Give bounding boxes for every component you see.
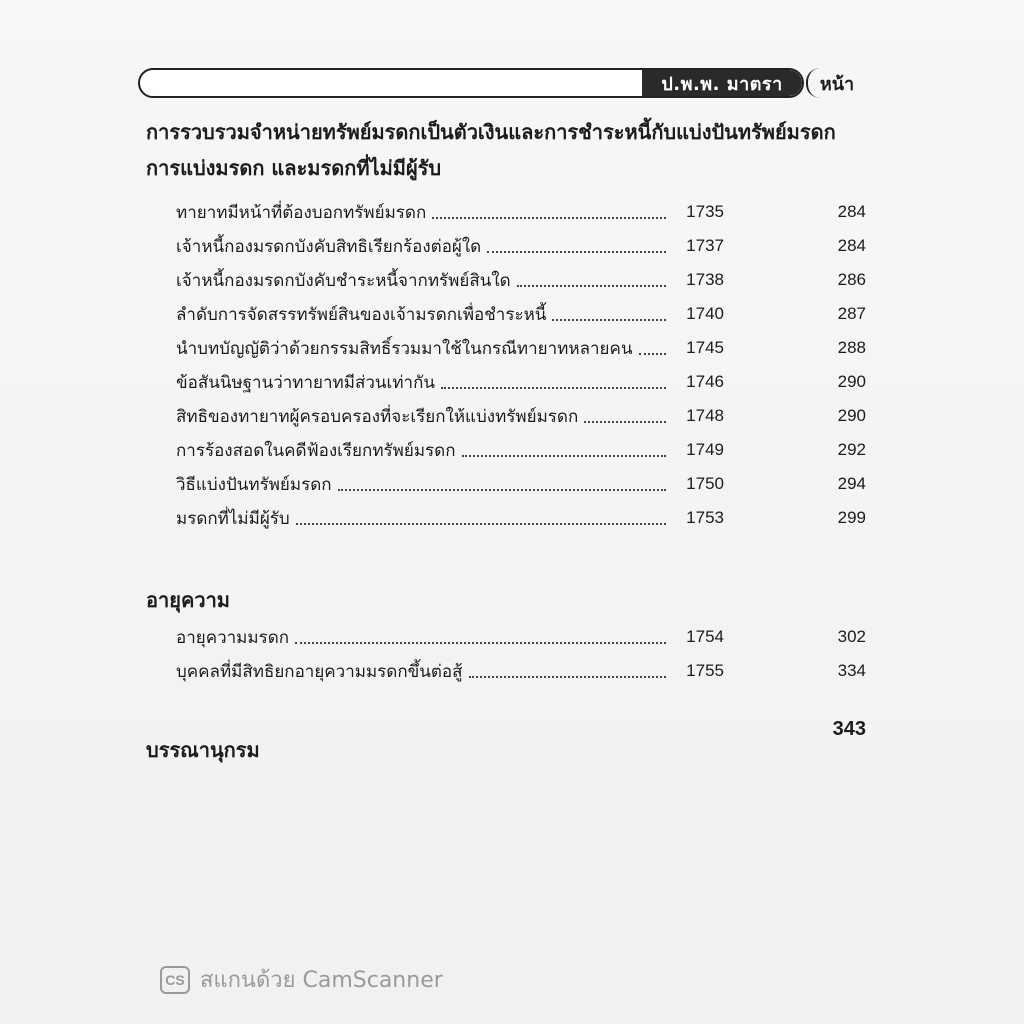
toc-page-number: 286 bbox=[837, 270, 866, 289]
toc-entry-title: มรดกที่ไม่มีผู้รับ bbox=[176, 508, 290, 529]
toc-entry-title: วิธีแบ่งปันทรัพย์มรดก bbox=[176, 474, 332, 495]
toc-page-number: 302 bbox=[837, 627, 866, 646]
toc-row[interactable] bbox=[176, 433, 866, 467]
toc-entry-title: นำบทบัญญัติว่าด้วยกรรมสิทธิ์รวมมาใช้ในกรณีทายาทหลายคน bbox=[176, 338, 633, 359]
toc-entry-title: การร้องสอดในคดีฟ้องเรียกทรัพย์มรดก bbox=[176, 440, 456, 461]
section-heading-limitation: อายุความ bbox=[146, 588, 230, 612]
toc-dot-leader bbox=[517, 285, 666, 287]
toc-section-number: 1738 bbox=[686, 270, 724, 289]
header-bar bbox=[138, 68, 804, 98]
toc-row[interactable] bbox=[176, 195, 866, 229]
toc-page-number: 288 bbox=[837, 338, 866, 357]
toc-dot-leader bbox=[296, 523, 666, 525]
toc-dot-leader bbox=[487, 251, 666, 253]
toc-entry-title: สิทธิของทายาทผู้ครอบครองที่จะเรียกให้แบ่งทรัพย์มรดก bbox=[176, 406, 579, 427]
toc-list-inheritance bbox=[176, 195, 866, 535]
toc-row[interactable] bbox=[176, 399, 866, 433]
toc-row[interactable] bbox=[176, 263, 866, 297]
toc-page-number: 334 bbox=[837, 661, 866, 680]
toc-section-number: 1735 bbox=[686, 202, 724, 221]
toc-row[interactable] bbox=[176, 467, 866, 501]
toc-list-limitation bbox=[176, 620, 866, 688]
toc-page-number: 290 bbox=[837, 406, 866, 425]
toc-dot-leader bbox=[469, 676, 666, 678]
toc-row[interactable] bbox=[176, 331, 866, 365]
toc-entry-title: อายุความมรดก bbox=[176, 627, 290, 648]
toc-page-number: 287 bbox=[837, 304, 866, 323]
toc-row[interactable] bbox=[176, 654, 866, 688]
toc-dot-leader bbox=[441, 387, 666, 389]
toc-page-number: 290 bbox=[837, 372, 866, 391]
section-subheading-inheritance: การแบ่งมรดก และมรดกที่ไม่มีผู้รับ bbox=[146, 156, 442, 180]
toc-row[interactable] bbox=[176, 620, 866, 654]
header-page-label: หน้า bbox=[806, 68, 868, 98]
toc-section-number: 1746 bbox=[686, 372, 724, 391]
toc-entry-title: ข้อสันนิษฐานว่าทายาทมีส่วนเท่ากัน bbox=[176, 372, 435, 393]
toc-section-number: 1754 bbox=[686, 627, 724, 646]
toc-page-number: 299 bbox=[837, 508, 866, 527]
toc-row[interactable] bbox=[176, 297, 866, 331]
header-tab-label: ป.พ.พ. มาตรา bbox=[642, 70, 802, 96]
camscanner-watermark bbox=[160, 962, 443, 997]
watermark-text: สแกนด้วย CamScanner bbox=[200, 968, 443, 993]
toc-dot-leader bbox=[552, 319, 666, 321]
toc-entry-title: เจ้าหนี้กองมรดกบังคับสิทธิเรียกร้องต่อผู้ใด bbox=[176, 236, 482, 257]
toc-section-number: 1745 bbox=[686, 338, 724, 357]
toc-page-number: 284 bbox=[837, 236, 866, 255]
toc-entry-title: ลำดับการจัดสรรทรัพย์สินของเจ้ามรดกเพื่อชำระหนี้ bbox=[176, 304, 547, 325]
toc-dot-leader bbox=[432, 217, 666, 219]
toc-dot-leader bbox=[462, 455, 667, 457]
toc-section-number: 1740 bbox=[686, 304, 724, 323]
toc-section-number: 1749 bbox=[686, 440, 724, 459]
toc-dot-leader bbox=[338, 489, 666, 491]
toc-section-number: 1753 bbox=[686, 508, 724, 527]
camscanner-logo-icon: CS bbox=[160, 966, 190, 994]
toc-dot-leader bbox=[584, 421, 666, 423]
toc-page-number: 292 bbox=[837, 440, 866, 459]
toc-row[interactable] bbox=[176, 229, 866, 263]
toc-section-number: 1737 bbox=[686, 236, 724, 255]
section-heading-inheritance: การรวบรวมจำหน่ายทรัพย์มรดกเป็นตัวเงินและการชำระหนี้กับแบ่งปันทรัพย์มรดก bbox=[146, 120, 836, 144]
toc-dot-leader bbox=[295, 642, 666, 644]
toc-page-number: 294 bbox=[837, 474, 866, 493]
toc-section-number: 1748 bbox=[686, 406, 724, 425]
toc-page-number: 284 bbox=[837, 202, 866, 221]
toc-row[interactable] bbox=[176, 501, 866, 535]
toc-row[interactable] bbox=[176, 365, 866, 399]
toc-dot-leader bbox=[639, 353, 666, 355]
toc-entry-title: ทายาทมีหน้าที่ต้องบอกทรัพย์มรดก bbox=[176, 202, 427, 223]
toc-entry-title: เจ้าหนี้กองมรดกบังคับชำระหนี้จากทรัพย์สินใด bbox=[176, 270, 511, 291]
toc-entry-title: บุคคลที่มีสิทธิยกอายุความมรดกขึ้นต่อสู้ bbox=[176, 661, 463, 682]
toc-section-number: 1750 bbox=[686, 474, 724, 493]
toc-section-number: 1755 bbox=[686, 661, 724, 680]
bibliography-heading[interactable]: บรรณานุกรม bbox=[146, 738, 260, 762]
bibliography-page-number: 343 bbox=[832, 718, 866, 740]
